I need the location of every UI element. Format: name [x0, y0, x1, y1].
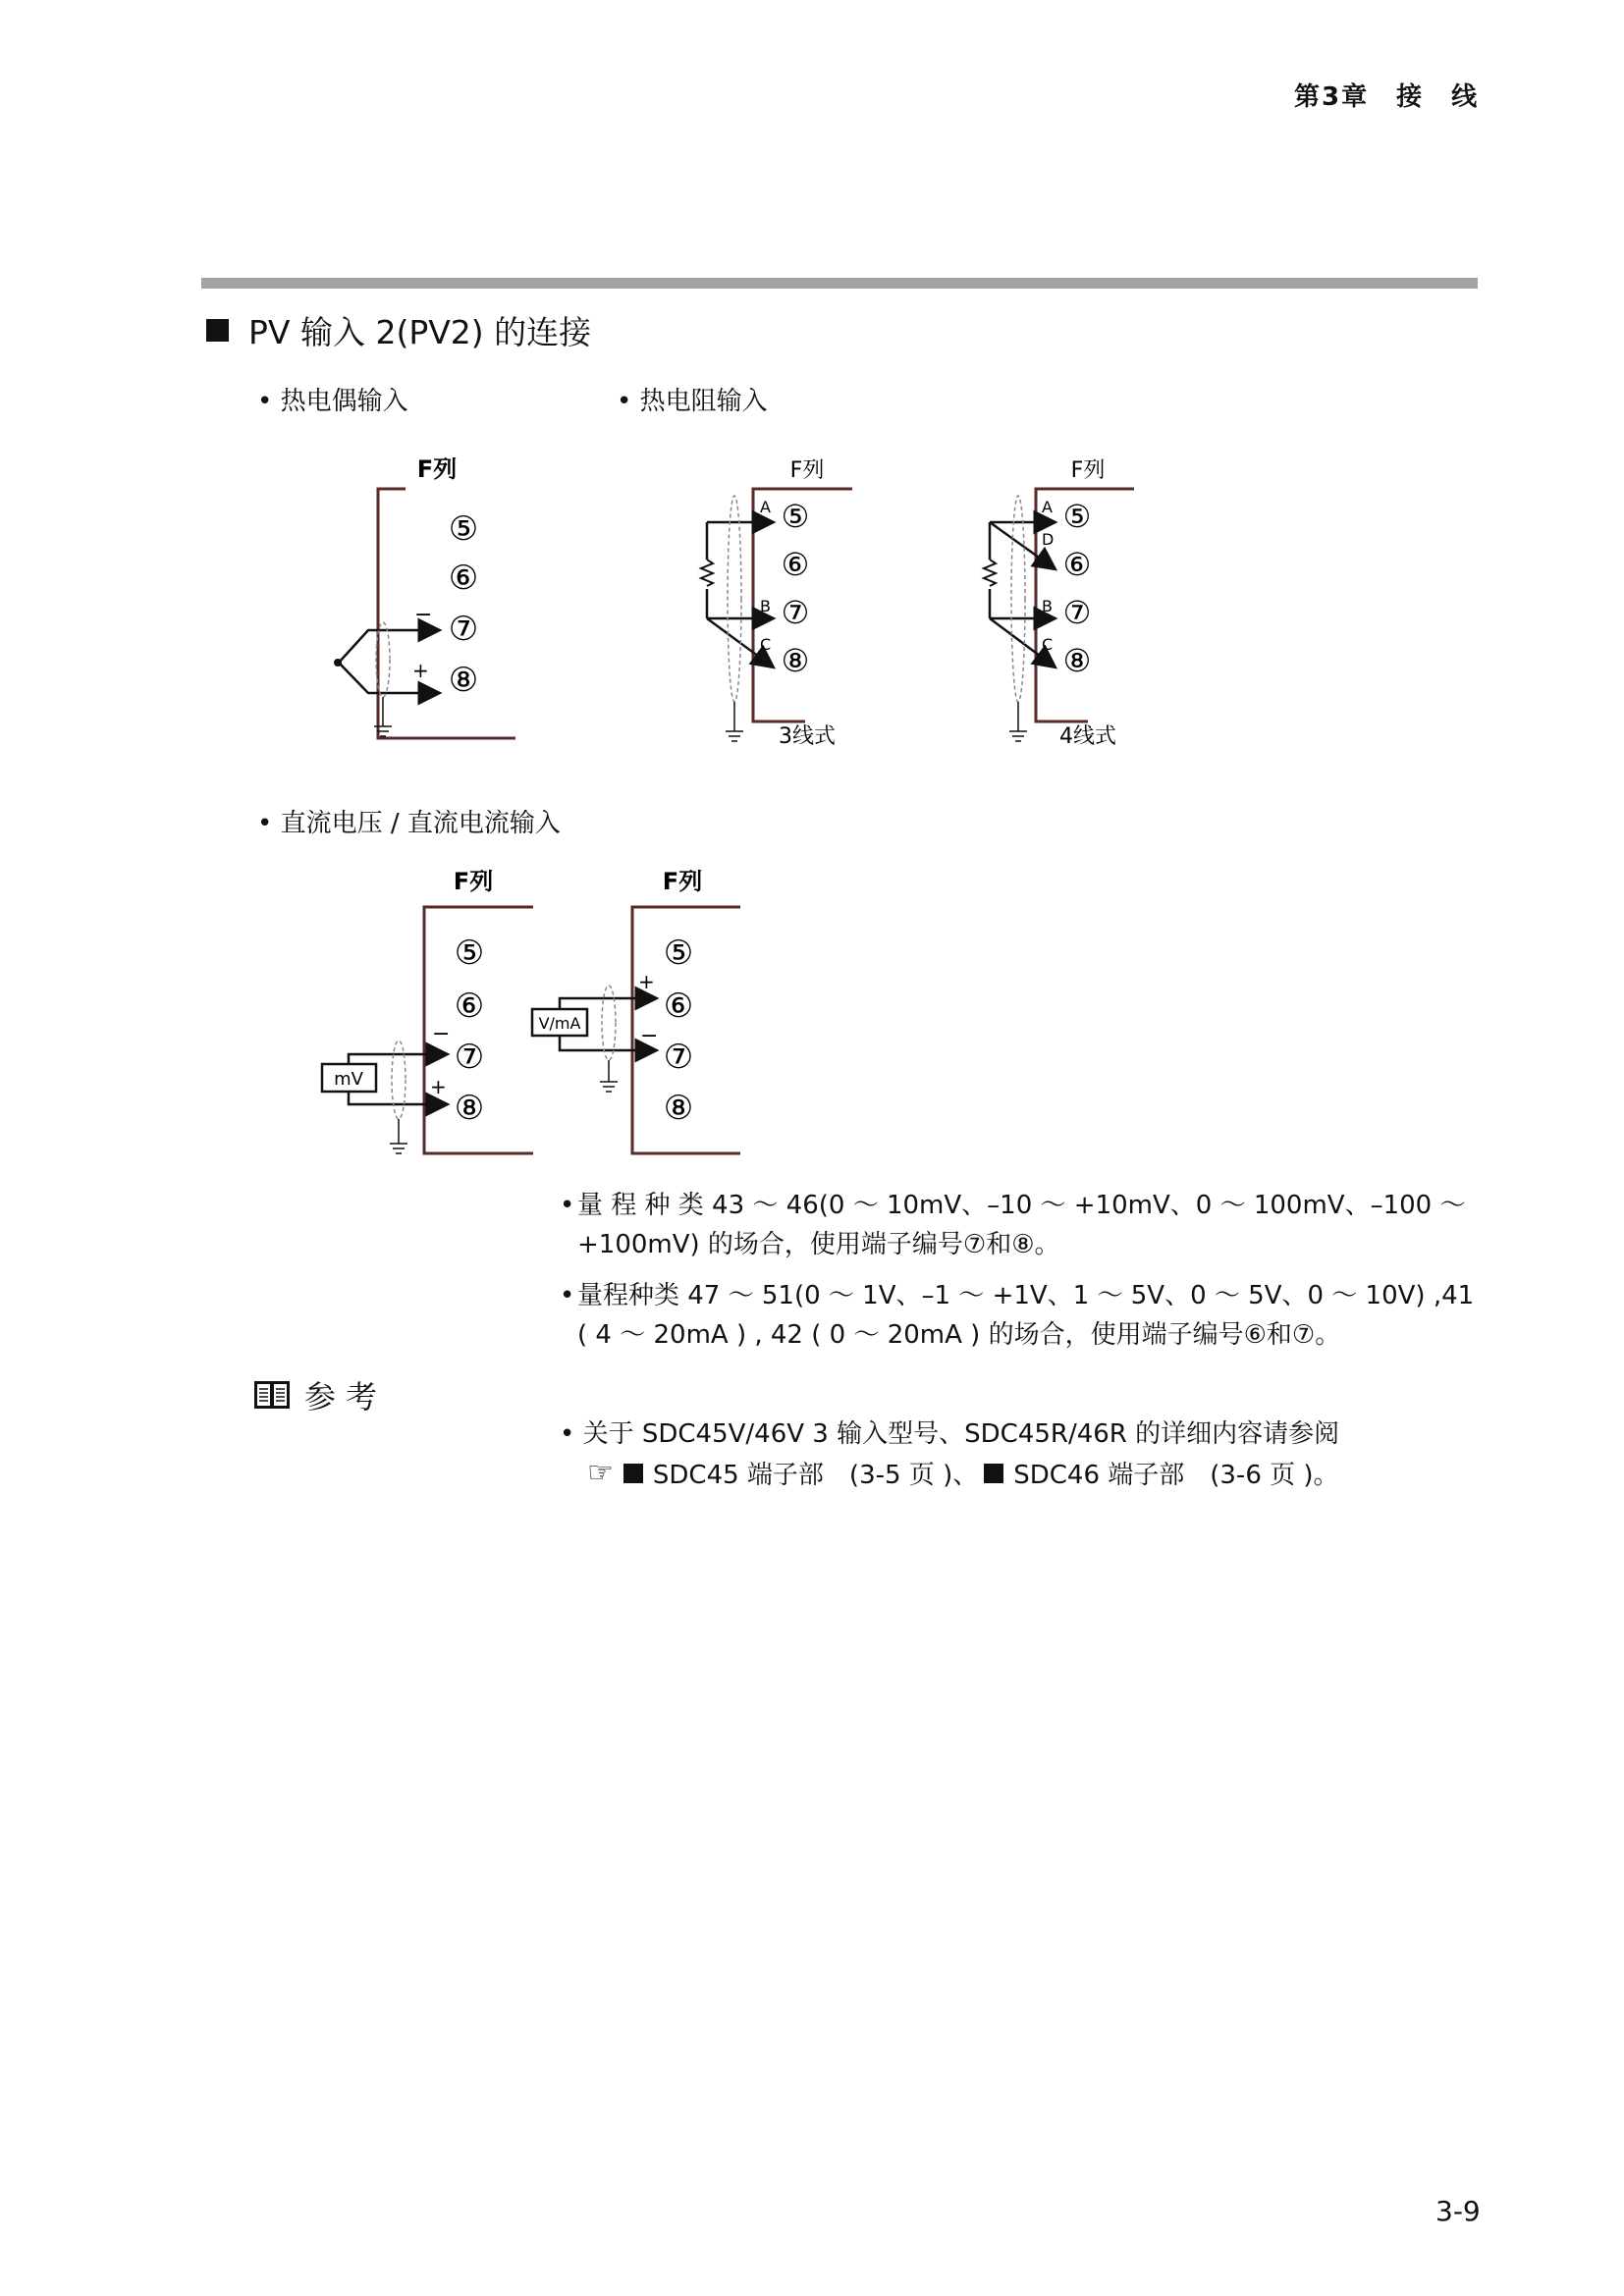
terminal-6: ⑥: [781, 546, 810, 583]
square-bullet-icon: [206, 319, 229, 342]
terminal-7: ⑦: [448, 610, 479, 649]
wire-label-b: B: [1042, 597, 1053, 615]
mv-source-label: mV: [334, 1069, 363, 1090]
square-bullet-icon: [623, 1464, 643, 1483]
terminal-6: ⑥: [448, 559, 479, 598]
four-wire-label: 4线式: [1059, 724, 1116, 749]
bullet: •: [560, 1281, 575, 1310]
wire-label-d: D: [1042, 530, 1055, 549]
note-range-47-51: [560, 1276, 1478, 1355]
plus-sign: +: [430, 1075, 447, 1098]
rtd-4wire-diagram: [984, 458, 1134, 749]
v-ma-source-label: V/mA: [538, 1014, 581, 1033]
terminal-5: ⑤: [454, 934, 485, 973]
section-heading: [206, 307, 591, 353]
reference-label: 参考: [304, 1378, 388, 1415]
column-label: F列: [453, 868, 494, 895]
terminal-8: ⑧: [1062, 642, 1092, 679]
terminal-5: ⑤: [781, 498, 810, 535]
terminal-6: ⑥: [663, 987, 694, 1026]
page-number: 3-9: [1435, 2195, 1481, 2227]
mv-input-diagram: [322, 868, 533, 1153]
wire-label-a: A: [760, 498, 771, 516]
bullet: •: [560, 1191, 575, 1220]
square-bullet-icon: [984, 1464, 1003, 1483]
subheading-thermocouple: • 热电偶输入: [257, 387, 408, 416]
column-label: F列: [416, 455, 458, 483]
chapter-header: 第3章 接 线: [1294, 82, 1480, 112]
rtd-3wire-diagram: [701, 458, 852, 749]
terminal-5: ⑤: [663, 934, 694, 973]
terminal-5: ⑤: [448, 509, 479, 549]
terminal-8: ⑧: [454, 1089, 485, 1128]
section-title: PV 输入 2(PV2) 的连接: [248, 313, 592, 351]
terminal-6: ⑥: [454, 987, 485, 1026]
wire-label-c: C: [1042, 635, 1054, 654]
plus-sign: +: [412, 659, 429, 682]
terminal-7: ⑦: [781, 594, 810, 631]
thermocouple-diagram: [334, 455, 515, 738]
reference-link-sdc45[interactable]: SDC45 端子部 (3-5 页 )、: [652, 1461, 979, 1490]
three-wire-label: 3线式: [779, 724, 836, 749]
terminal-6: ⑥: [1062, 546, 1092, 583]
terminal-8: ⑧: [663, 1089, 694, 1128]
plus-sign: +: [638, 970, 655, 993]
wire-label-c: C: [760, 635, 772, 654]
note-range-43-46: [560, 1186, 1478, 1264]
terminal-7: ⑦: [454, 1038, 485, 1077]
terminal-7: ⑦: [1062, 594, 1092, 631]
open-book-icon: [253, 1379, 291, 1411]
subheading-rtd: • 热电阻输入: [617, 387, 768, 416]
pointing-hand-icon: ☞: [587, 1456, 614, 1490]
column-label: F列: [789, 458, 825, 483]
note-text: 量程种类 47 ～ 51(0 ～ 1V、–1 ～ +1V、1 ～ 5V、0 ～ 5V、0 ～ 10V) ,41 ( 4 ～ 20mA ) , 42 ( 0 ～ 20mA ) 的场合，使用端子编号⑥和⑦。: [577, 1281, 1475, 1350]
column-label: F列: [1070, 458, 1106, 483]
column-label: F列: [662, 868, 703, 895]
reference-link-sdc46[interactable]: SDC46 端子部 (3-6 页 )。: [1013, 1461, 1339, 1490]
wire-label-a: A: [1042, 498, 1053, 516]
v-ma-input-diagram: [532, 868, 740, 1153]
reference-heading: [253, 1372, 387, 1417]
minus-sign: −: [432, 1022, 451, 1046]
wire-label-b: B: [760, 597, 771, 615]
dc-wiring-diagram: [295, 854, 766, 1168]
reference-links: [587, 1455, 1339, 1491]
terminal-8: ⑧: [781, 642, 810, 679]
reference-text: • 关于 SDC45V/46V 3 输入型号、SDC45R/46R 的详细内容请参阅: [560, 1419, 1340, 1449]
terminal-5: ⑤: [1062, 498, 1092, 535]
minus-sign: −: [640, 1024, 659, 1048]
terminal-7: ⑦: [663, 1038, 694, 1077]
section-rule: [201, 278, 1478, 289]
note-text: 量 程 种 类 43 ～ 46(0 ～ 10mV、–10 ～ +10mV、0 ～ 100mV、–100 ～ +100mV) 的场合，使用端子编号⑦和⑧。: [577, 1191, 1466, 1259]
thermocouple-rtd-wiring-diagram: [295, 442, 1178, 766]
minus-sign: −: [414, 603, 433, 627]
subheading-dc: • 直流电压 / 直流电流输入: [257, 809, 561, 838]
terminal-8: ⑧: [448, 661, 479, 700]
